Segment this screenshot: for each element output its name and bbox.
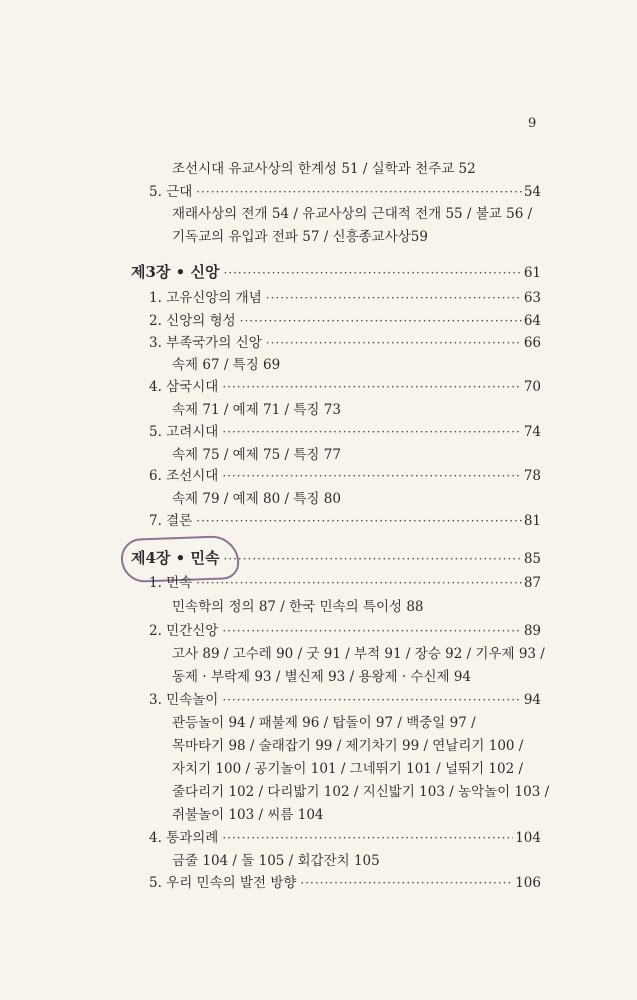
toc-page-number: 89 bbox=[523, 623, 541, 639]
toc-entry-label: 4. 통과의례 bbox=[149, 830, 219, 846]
page-number: 9 bbox=[528, 116, 537, 131]
leader-dots bbox=[266, 334, 522, 352]
toc-page-number: 61 bbox=[523, 265, 541, 281]
toc-entry-label: 3. 민속놀이 bbox=[149, 692, 219, 708]
toc-page-number: 78 bbox=[523, 468, 541, 484]
toc-entry-label: 제3장 • 신앙 bbox=[131, 263, 220, 281]
toc-page-number: 54 bbox=[523, 184, 541, 200]
toc-subtopics: 관등놀이 94 / 패불제 96 / 탑돌이 97 / 백중일 97 / bbox=[172, 715, 476, 731]
toc-entry bbox=[149, 423, 541, 441]
toc-subtopics: 속제 71 / 예제 71 / 특징 73 bbox=[172, 402, 341, 418]
leader-dots bbox=[223, 550, 521, 568]
toc-page-number: 85 bbox=[523, 551, 541, 567]
toc-page-number: 87 bbox=[523, 575, 541, 591]
leader-dots bbox=[196, 183, 522, 201]
toc-page-number: 70 bbox=[523, 379, 541, 395]
toc-entry bbox=[149, 467, 541, 485]
toc-entry bbox=[149, 691, 541, 709]
leader-dots bbox=[223, 264, 521, 282]
toc-subtopics: 목마타기 98 / 술래잡기 99 / 제기차기 99 / 연날리기 100 / bbox=[172, 738, 524, 754]
toc-entry bbox=[149, 183, 541, 201]
toc-subtopics: 민속학의 정의 87 / 한국 민속의 특이성 88 bbox=[172, 599, 424, 615]
toc-entry-label: 5. 근대 bbox=[149, 184, 193, 200]
leader-dots bbox=[196, 512, 522, 530]
leader-dots bbox=[222, 829, 513, 847]
toc-entry-label: 4. 삼국시대 bbox=[149, 379, 219, 395]
toc-entry bbox=[149, 829, 541, 847]
toc-page-number: 94 bbox=[523, 692, 541, 708]
toc-subtopics: 재래사상의 전개 54 / 유교사상의 근대적 전개 55 / 불교 56 / bbox=[172, 206, 533, 222]
leader-dots bbox=[266, 289, 522, 307]
toc-entry bbox=[149, 289, 541, 307]
toc-subtopics: 속제 75 / 예제 75 / 특징 77 bbox=[172, 447, 341, 463]
toc-subtopics: 고사 89 / 고수레 90 / 굿 91 / 부적 91 / 장승 92 / 기우제 93 / bbox=[172, 646, 545, 662]
toc-entry-label: 2. 신앙의 형성 bbox=[149, 313, 236, 329]
toc-subtopics: 동제 · 부락제 93 / 별신제 93 / 용왕제 · 수신제 94 bbox=[172, 669, 471, 685]
toc-chapter bbox=[131, 263, 541, 282]
leader-dots bbox=[300, 874, 513, 892]
leader-dots bbox=[222, 467, 521, 485]
toc-entry bbox=[149, 512, 541, 530]
toc-entry bbox=[149, 334, 541, 352]
toc-page-number: 104 bbox=[515, 830, 541, 846]
toc-page-number: 106 bbox=[515, 875, 541, 891]
toc-subtopics: 줄다리기 102 / 다리밟기 102 / 지신밟기 103 / 농악놀이 103 / bbox=[172, 784, 550, 800]
toc-subtopics: 쥐불놀이 103 / 씨름 104 bbox=[172, 807, 324, 823]
toc-entry-label: 2. 민간신앙 bbox=[149, 623, 219, 639]
toc-entry-label: 1. 민속 bbox=[149, 575, 193, 591]
toc-subtopics: 금줄 104 / 돌 105 / 회갑잔치 105 bbox=[172, 853, 380, 869]
toc-subtopics: 속제 79 / 예제 80 / 특징 80 bbox=[172, 491, 341, 507]
toc-page-number: 66 bbox=[523, 335, 541, 351]
toc-entry-label: 제4장 • 민속 bbox=[131, 549, 220, 567]
toc-entry-label: 1. 고유신앙의 개념 bbox=[149, 290, 262, 306]
leader-dots bbox=[222, 378, 521, 396]
toc-page-number: 64 bbox=[523, 313, 541, 329]
toc-subtopics: 조선시대 유교사상의 한계성 51 / 실학과 천주교 52 bbox=[172, 161, 476, 177]
toc-entry-label: 7. 결론 bbox=[149, 513, 193, 529]
toc-entry bbox=[149, 378, 541, 396]
leader-dots bbox=[196, 574, 522, 592]
leader-dots bbox=[222, 423, 521, 441]
toc-entry-label: 3. 부족국가의 신앙 bbox=[149, 335, 262, 351]
toc-chapter bbox=[131, 549, 541, 568]
leader-dots bbox=[222, 622, 521, 640]
toc-entry-label: 5. 고려시대 bbox=[149, 424, 219, 440]
toc-subtopics: 자치기 100 / 공기놀이 101 / 그네뛰기 101 / 널뛰기 102 / bbox=[172, 761, 524, 777]
toc-page-number: 74 bbox=[523, 424, 541, 440]
leader-dots bbox=[240, 312, 522, 330]
leader-dots bbox=[222, 691, 521, 709]
toc-subtopics: 속제 67 / 특징 69 bbox=[172, 357, 281, 373]
toc-subtopics: 기독교의 유입과 전파 57 / 신흥종교사상59 bbox=[172, 229, 428, 245]
toc-page-number: 63 bbox=[523, 290, 541, 306]
toc-entry-label: 5. 우리 민속의 발전 방향 bbox=[149, 875, 297, 891]
toc-entry bbox=[149, 874, 541, 892]
toc-page-number: 81 bbox=[523, 513, 541, 529]
toc-entry bbox=[149, 574, 541, 592]
toc-entry-label: 6. 조선시대 bbox=[149, 468, 219, 484]
toc-entry bbox=[149, 622, 541, 640]
toc-entry bbox=[149, 312, 541, 330]
